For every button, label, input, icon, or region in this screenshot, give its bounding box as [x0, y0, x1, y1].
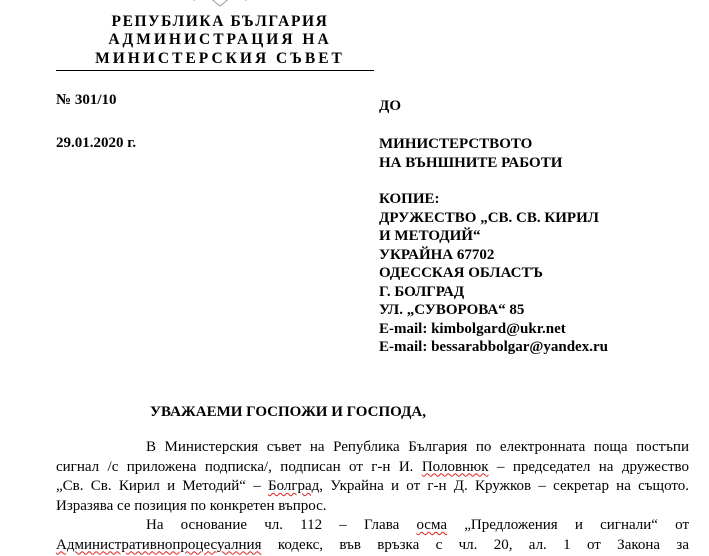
- copy-email: E-mail: bessarabbolgar@yandex.ru: [379, 339, 608, 355]
- header-administration: АДМИНИСТРАЦИЯ НА: [108, 31, 332, 48]
- spellcheck-word: Административнопроцесуалния: [56, 536, 262, 553]
- paragraph-line: На основание чл. 112 – Глава осма „Предложения и сигнали“ от: [146, 517, 689, 533]
- paragraph-line: „Св. Св. Кирил и Методий“ – Болград, Украйна и от г-н Д. Кружков – секретар на същото.: [56, 478, 689, 494]
- paragraph-line: Административнопроцесуалния кодекс, във връзка с чл. 20, ал. 1 от Закона за: [56, 536, 689, 553]
- copy-line: Г. БОЛГРАД: [379, 283, 465, 300]
- copy-line: УЛ. „СУВОРОВА“ 85: [379, 302, 525, 318]
- recipient-line: НА ВЪНШНИТЕ РАБОТИ: [379, 154, 563, 171]
- paragraph-line: сигнал /с приложена подписка/, подписан от г-н И. Половнюк – председател на дружество: [56, 458, 689, 475]
- body-paragraph-2: [56, 516, 689, 555]
- spellcheck-word: осма: [416, 517, 448, 533]
- document-date: 29.01.2020 г.: [56, 135, 137, 151]
- copy-line: И МЕТОДИЙ“: [379, 228, 481, 244]
- document-number: № 301/10: [56, 92, 117, 108]
- salutation: УВАЖАЕМИ ГОСПОЖИ И ГОСПОДА,: [150, 404, 426, 420]
- copy-line: ОДЕССКАЯ ОБЛАСТЪ: [379, 265, 543, 281]
- header-divider: [56, 70, 374, 71]
- spellcheck-word: Половнюк: [421, 458, 489, 475]
- copy-label: КОПИЕ:: [379, 191, 440, 207]
- spellcheck-word: Болград: [267, 478, 320, 494]
- coat-of-arms-emblem: [180, 0, 260, 8]
- copy-line: ДРУЖЕСТВО „СВ. СВ. КИРИЛ: [379, 209, 599, 226]
- recipient-line: МИНИСТЕРСТВОТО: [379, 136, 533, 152]
- copy-block: [379, 190, 608, 357]
- copy-line: УКРАЙНА 67702: [379, 246, 495, 263]
- copy-email: E-mail: kimbolgard@ukr.net: [379, 320, 566, 337]
- body-paragraph-1: [56, 438, 689, 516]
- recipient-block: [379, 135, 562, 172]
- header-council: МИНИСТЕРСКИЯ СЪВЕТ: [95, 50, 345, 67]
- recipient-to-label: ДО: [379, 98, 401, 114]
- paragraph-line: Изразява се позиция по конкретен въпрос.: [56, 497, 327, 514]
- header-country: РЕПУБЛИКА БЪЛГАРИЯ: [111, 13, 329, 30]
- paragraph-line: В Министерския съвет на Република България по електронната поща постъпи: [146, 439, 689, 455]
